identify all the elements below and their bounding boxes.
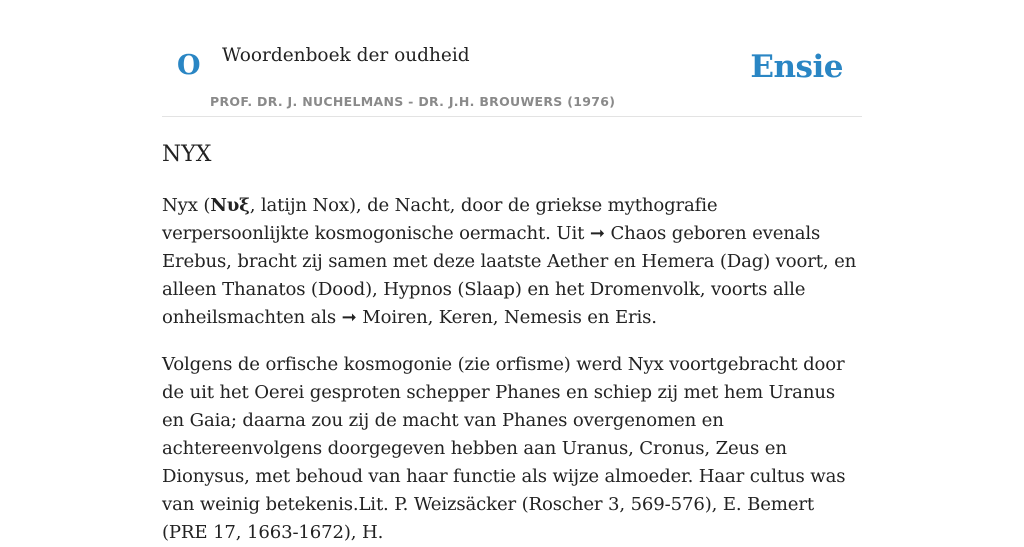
entry-title: NYX	[162, 142, 212, 167]
entry-paragraph-1	[162, 192, 862, 332]
reference-arrow-icon: ➞	[589, 223, 605, 245]
ensie-logo-link[interactable]: Ensie	[750, 49, 843, 85]
dictionary-authors: PROF. DR. J. NUCHELMANS - DR. J.H. BROUWERS (1976)	[210, 94, 616, 109]
dictionary-header	[162, 0, 862, 117]
p1-text-4: Moiren, Keren, Nemesis en Eris.	[356, 307, 657, 329]
greek-term: Νυξ	[210, 195, 250, 217]
letter-index-link[interactable]: O	[177, 50, 201, 81]
dictionary-title-link[interactable]: Woordenboek der oudheid	[222, 45, 470, 66]
p1-text-1: Nyx (	[162, 195, 211, 217]
p1-text-2: , latijn Nox), de Nacht, door de griekse mythografie verpersoonlijkte kosmogonische oermacht. Uit	[162, 195, 718, 245]
entry-paragraph-2: Volgens de orfische kosmogonie (zie orfisme) werd Nyx voortgebracht door de uit het Oerei gesproten schepper Phanes en schiep zij met hem Uranus en Gaia; daarna zou zij de macht van Phanes overgenomen en achtereenvolgens doorgegeven hebben aan Uranus, Cronus, Zeus en Dionysus, met behoud van haar functie als wijze almoeder. Haar cultus was van weinig betekenis.Lit. P. Weizsäcker (Roscher 3, 569-576), E. Bemert (PRE 17, 1663-1672), H.	[162, 354, 846, 544]
reference-arrow-icon: ➞	[341, 307, 357, 329]
p1-text-3: Chaos geboren evenals Erebus, bracht zij samen met deze laatste Aether en Hemera (Dag) voort, en alleen Thanatos (Dood), Hypnos (Slaap) en het Dromenvolk, voorts alle onheilsmachten als	[162, 223, 857, 329]
page	[162, 0, 862, 547]
